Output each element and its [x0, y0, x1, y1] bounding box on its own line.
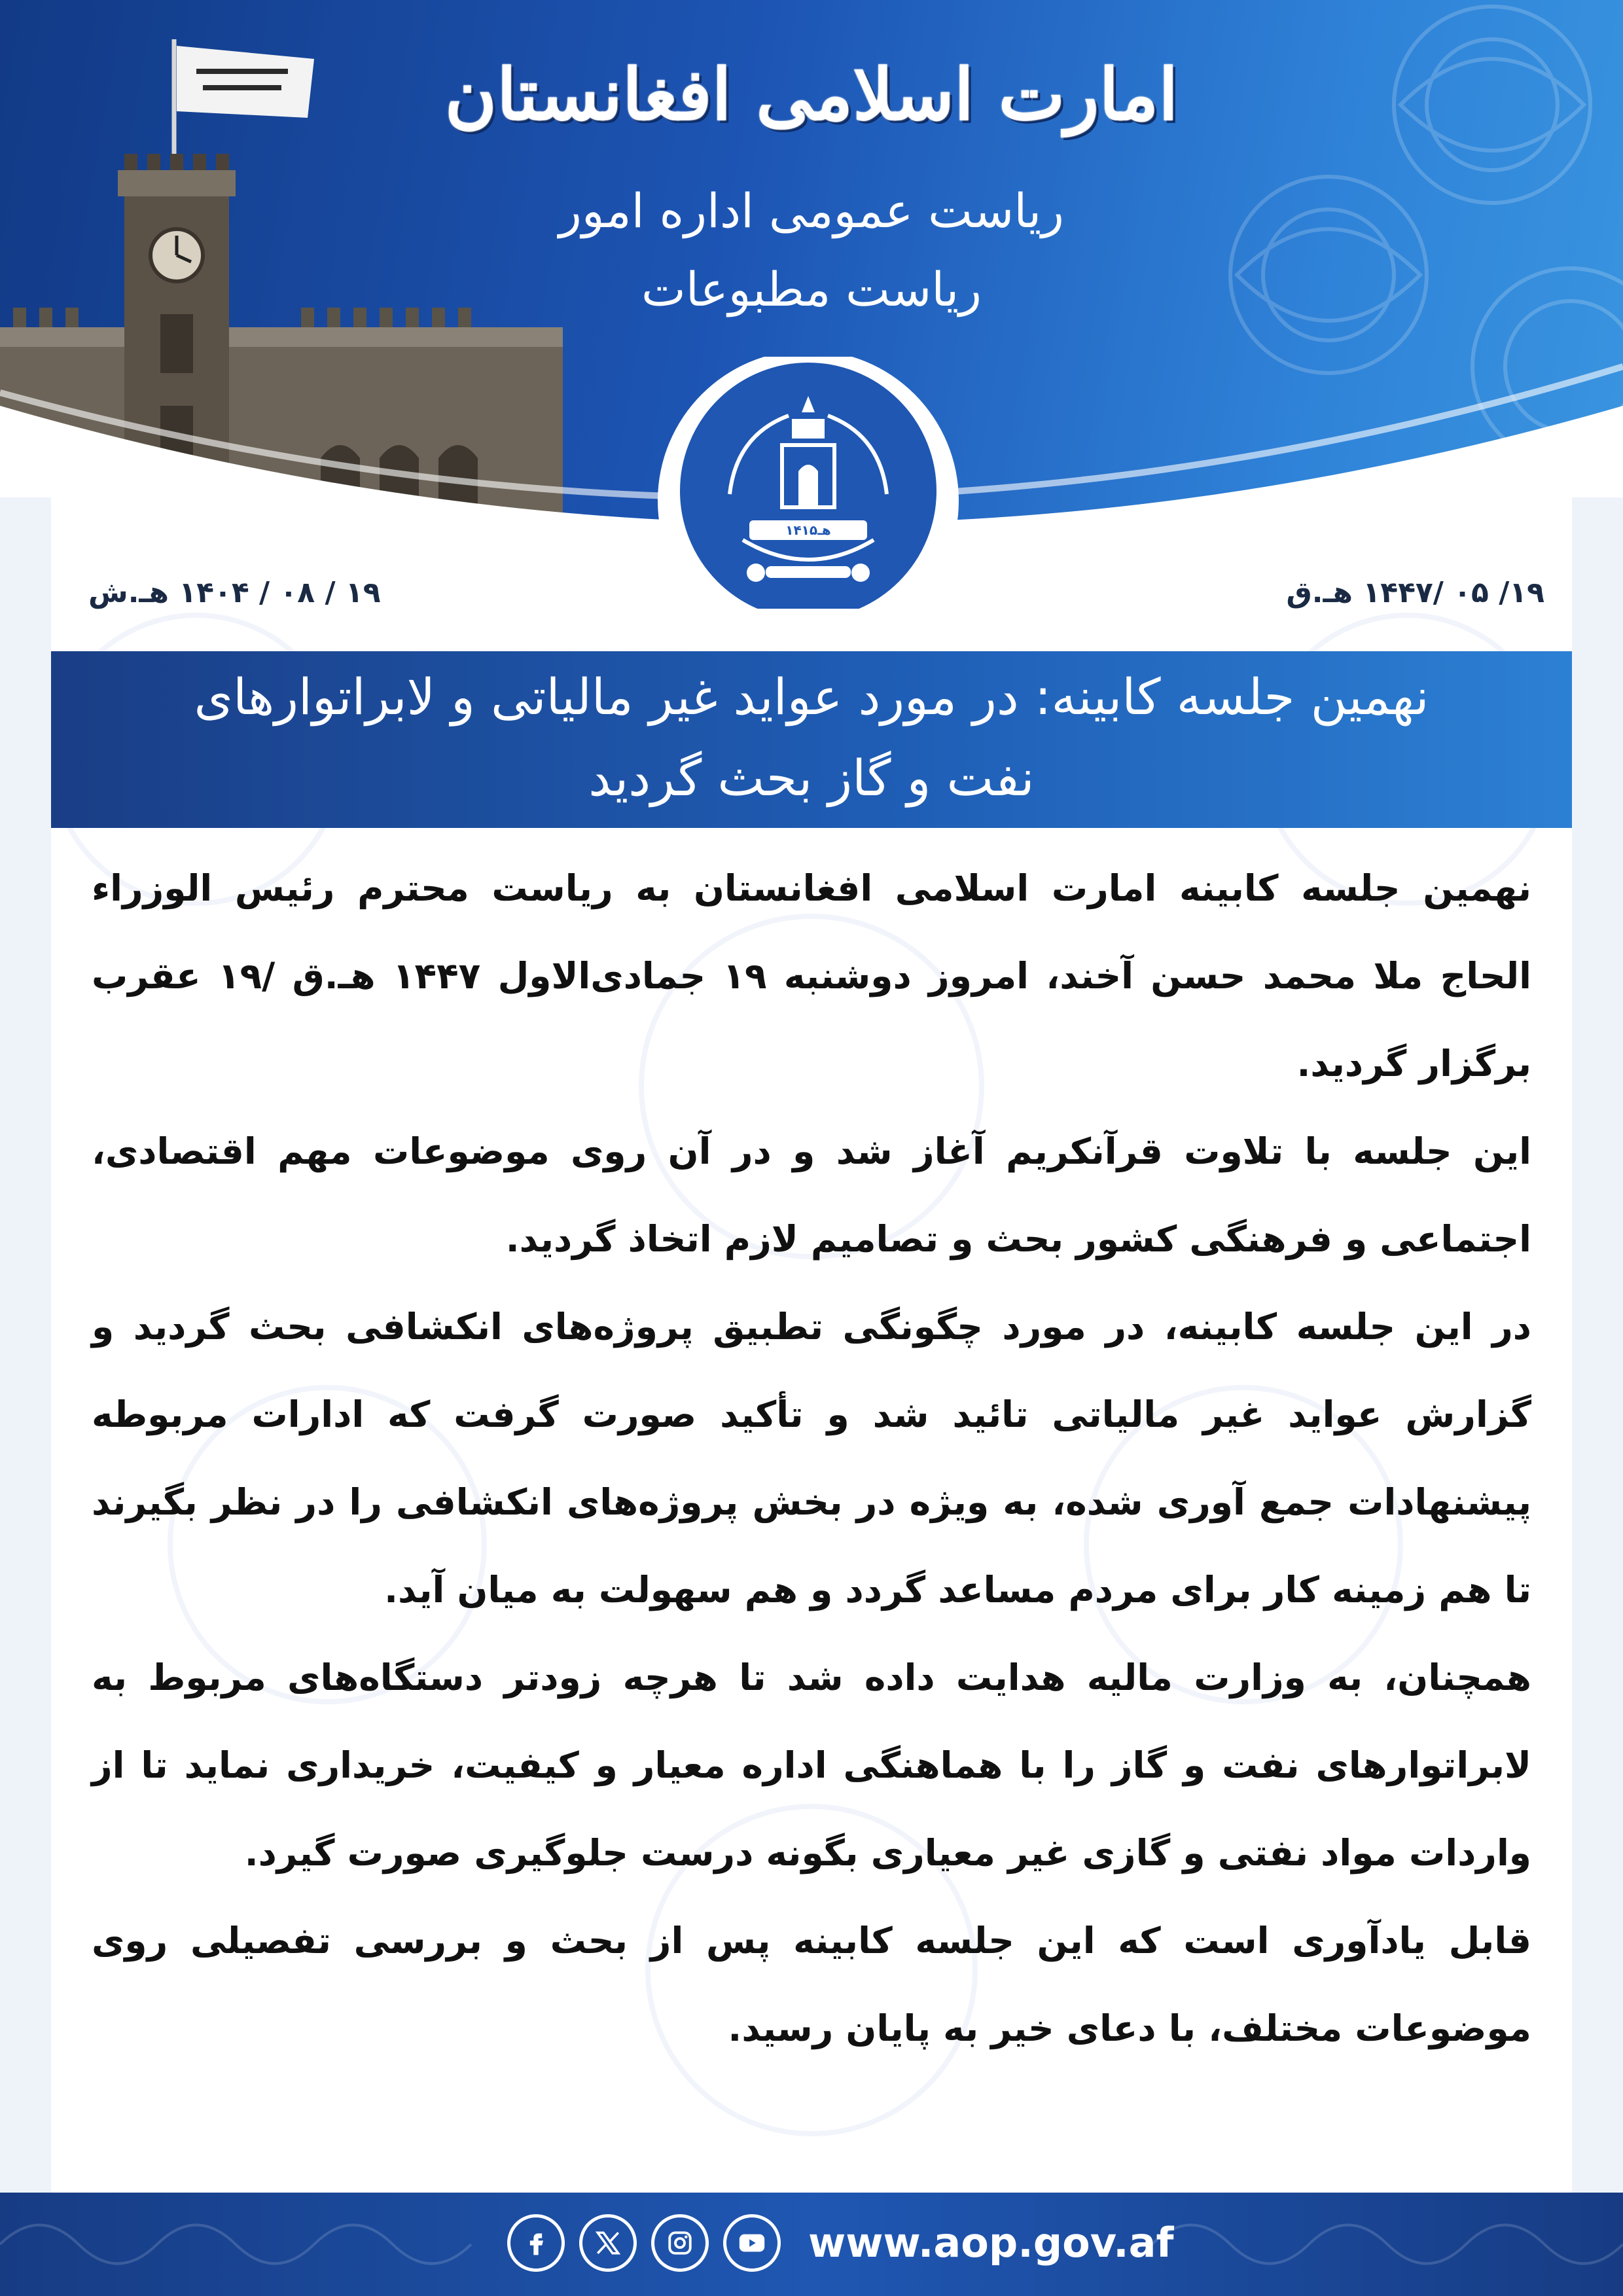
- paragraph: قابل یادآوری است که این جلسه کابینه پس از بحث و بررسی تفصیلی روی موضوعات مختلف، با دعای خیر به پایان رسید.: [92, 1920, 1531, 2049]
- paragraph: در این جلسه کابینه، در مورد چگونگی تطبیق پروژه‌های انکشافی بحث گردید و گزارش عواید غیر مالیاتی تائید شد و تأکید صورت گرفت که ادارات مربوطه پیشنهادات جمع آوری شده، به ویژه در بخش پروژه‌های انکشافی را در نظر بگیرند تا هم زمینه کار برای مردم مساعد گردد و هم سهولت به میان آید.: [92, 1306, 1531, 1611]
- paragraph: این جلسه با تلاوت قرآنکریم آغاز شد و در آن روی موضوعات مهم اقتصادی، اجتماعی و فرهنگی کشور بحث و تصامیم لازم اتخاذ گردید.: [92, 1130, 1531, 1260]
- emblem-year: ۱۴۱۵هـ: [785, 522, 831, 538]
- paragraph: همچنان، به وزارت مالیه هدایت داده شد تا هرچه زودتر دستگاه‌های مربوط به لابراتوارهای نفت و گاز را با هماهنگی اداره معیار و کیفیت، خریداری نماید تا از واردات مواد نفتی و گازی غیر معیاری بگونه درست جلوگیری صورت گیرد.: [92, 1657, 1531, 1874]
- emirate-title: امارت اسلامی افغانستان: [444, 54, 1179, 136]
- headline-bar: [51, 651, 1572, 828]
- emirate-emblem: [658, 357, 959, 609]
- headline: [77, 656, 1546, 819]
- administration-subtitle: ریاست عمومی اداره امور: [559, 183, 1064, 238]
- headline-line2: نفت و گاز بحث گردید: [588, 749, 1035, 807]
- right-margin-strip: [1572, 497, 1623, 2193]
- article-body: [92, 844, 1531, 2072]
- press-office-subtitle: ریاست مطبوعات: [641, 262, 982, 317]
- social-links: [507, 2214, 781, 2274]
- youtube-icon[interactable]: [723, 2214, 781, 2272]
- website-url[interactable]: www.aop.gov.af: [808, 2219, 1174, 2267]
- facebook-icon[interactable]: [507, 2214, 565, 2272]
- date-hijri-qamari: ۱۹/ ۰۵ /۱۴۴۷ هـ.ق: [1286, 576, 1544, 609]
- footer-bar: [0, 2193, 1623, 2296]
- date-hijri-shamsi: ۱۹ / ۰۸ / ۱۴۰۴ هـ.ش: [88, 576, 381, 609]
- instagram-icon[interactable]: [651, 2214, 709, 2272]
- headline-line1: نهمین جلسه کابینه: در مورد عواید غیر مالیاتی و لابراتوارهای: [194, 668, 1429, 726]
- paragraph: نهمین جلسه کابینه امارت اسلامی افغانستان به ریاست محترم رئیس الوزراء الحاج ملا محمد حسن آخند، امروز دوشنبه ۱۹ جمادی‌الاول ۱۴۴۷ هـ.ق /۱۹ عقرب برگزار گردید.: [92, 867, 1532, 1085]
- x-icon[interactable]: [579, 2214, 637, 2272]
- left-margin-strip: [0, 497, 51, 2193]
